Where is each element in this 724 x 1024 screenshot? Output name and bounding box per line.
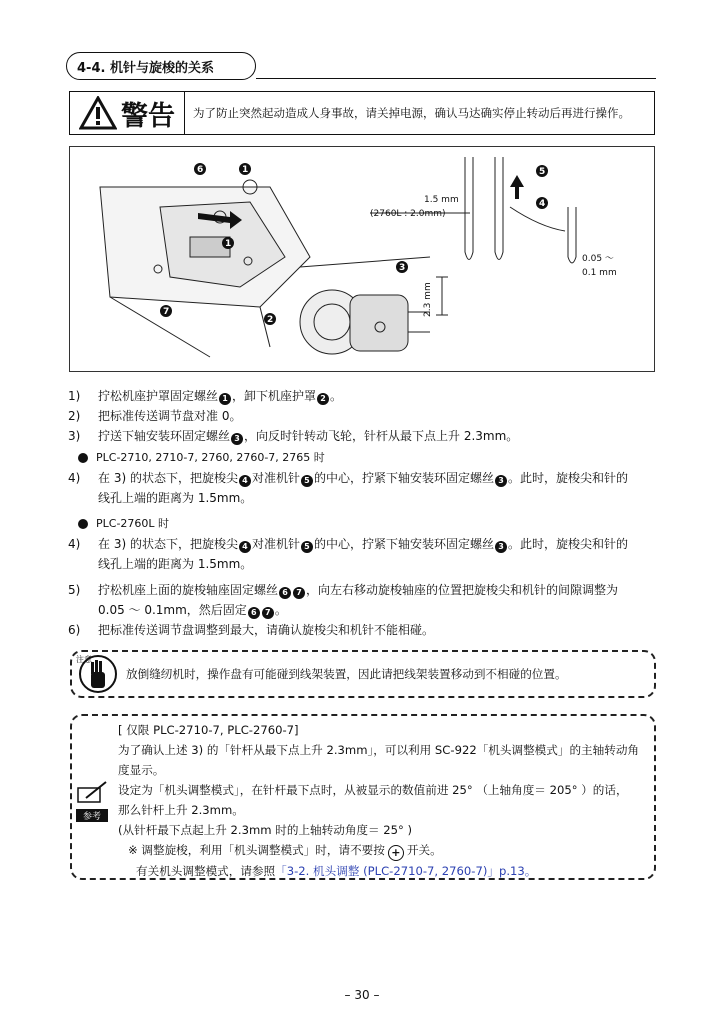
caution-text: 放倒缝纫机时，操作盘有可能碰到线架装置，因此请把线架装置移动到不相碰的位置。 [126,667,567,681]
header-rule [256,78,656,79]
caution-icon-label: 注意 [76,655,92,664]
callout-3-icon: 3 [231,433,243,445]
callout-2: 2 [267,315,274,325]
dim-gap-b: 0.1 mm [582,268,617,278]
step-4a: 4) 在 3) 的状态下，把旋梭尖 4 对准机针 5 的中心，拧紧下轴安装环固定螺丝 3 。此时，旋梭尖和针的 线孔上端的距离为 1.5mm。 [68,471,628,505]
step-4b: 4) 在 3) 的状态下，把旋梭尖 4 对准机针 5 的中心，拧紧下轴安装环固定螺丝 3 。此时，旋梭尖和针的 线孔上端的距离为 1.5mm。 [68,537,628,571]
manual-link[interactable]: 「3-2. 机头调整 (PLC-2710-7, 2760-7)」 [275,864,499,878]
reference-pen-icon [76,780,108,804]
step-2: 2) 把标准传送调节盘对准 0。 [68,409,242,423]
model-heading-2: PLC-2760L 时 [68,514,658,534]
dim-1-5mm: 1.5 mm [424,195,459,205]
dim-2-3mm: 2.3 mm [423,282,433,317]
warning-label [70,92,185,134]
bullet-icon [78,453,88,463]
step-3: 3) 拧送下轴安装环固定螺丝 3 ，向反时针转动飞轮，针杆从最下点上升 2.3mm。 [68,429,519,443]
callout-5: 5 [539,167,546,177]
reference-icon [76,780,108,822]
callout-4: 4 [539,199,546,209]
callout-1-icon: 1 [219,393,231,405]
plus-switch-icon: + [388,845,404,861]
caution-box [70,650,656,698]
warning-box [69,91,655,135]
step-5: 5) 拧松机座上面的旋梭轴座固定螺丝 6 7 ，向左右移动旋梭轴座的位置把旋梭尖和机针的间隙调整为 0.05 ～ 0.1mm，然后固定 6 7 。 [68,583,619,617]
up-arrow-icon [510,175,524,199]
step-1: 1) 拧松机座护罩固定螺丝 1 ，卸下机座护罩 2 。 [68,389,343,403]
page-number: – 30 – [344,988,380,1002]
reference-icon-label: 参考 [76,809,108,822]
reference-text: [ 仅限 PLC-2710-7, PLC-2760-7] 为了确认上述 3) 的「针杆从最下点上升 2.3mm」，可以利用 SC-922「机头调整模式」的主轴转动角 度显示。 设定为「机头调整模式」，在针杆最下点时，从被显示的数值前进 25° （上轴角度＝ 205° ）的话， 那么针杆上升 2.3mm。 (从针杆最下点起上升 2.3mm 时的上轴转动角度＝ 25° ) ※ 调整旋梭，利用「机头调整模式」时，请不要按 + 开关。 有关机头调整模式，请参照「3-2. 机头调整 (PLC-2710-7, 2760-7)」p.13。 [118,723,640,878]
reference-box [70,714,656,880]
hook-drawing [300,257,430,354]
page-link[interactable]: p.13。 [498,864,537,878]
needle-closeup-drawing [370,157,576,315]
dim-gap-a: 0.05 ～ [582,254,614,264]
warning-triangle-icon [79,96,117,130]
callout-6: 6 [197,165,204,175]
figure-illustration [69,146,655,372]
callout-1a: 1 [242,165,249,175]
dim-2760l: (2760L : 2.0mm) [370,209,446,219]
section-title: 4-4. 机针与旋梭的关系 [66,52,256,80]
machine-diagram [70,147,656,373]
procedure-steps [68,386,658,640]
callout-2-icon: 2 [317,393,329,405]
warning-text: 为了防止突然起动造成人身事故，请关掉电源，确认马达确实停止转动后再进行操作。 [193,106,630,120]
callout-1b: 1 [225,239,232,249]
step-6: 6) 把标准传送调节盘调整到最大，请确认旋梭尖和机针不能相碰。 [68,623,435,637]
callout-3: 3 [399,263,406,273]
machine-bed-drawing [100,180,310,357]
callout-7: 7 [163,307,170,317]
warning-title: 警告 [121,100,175,132]
bullet-icon [78,519,88,529]
model-heading-1: PLC-2710, 2710-7, 2760, 2760-7, 2765 时 [68,448,658,468]
